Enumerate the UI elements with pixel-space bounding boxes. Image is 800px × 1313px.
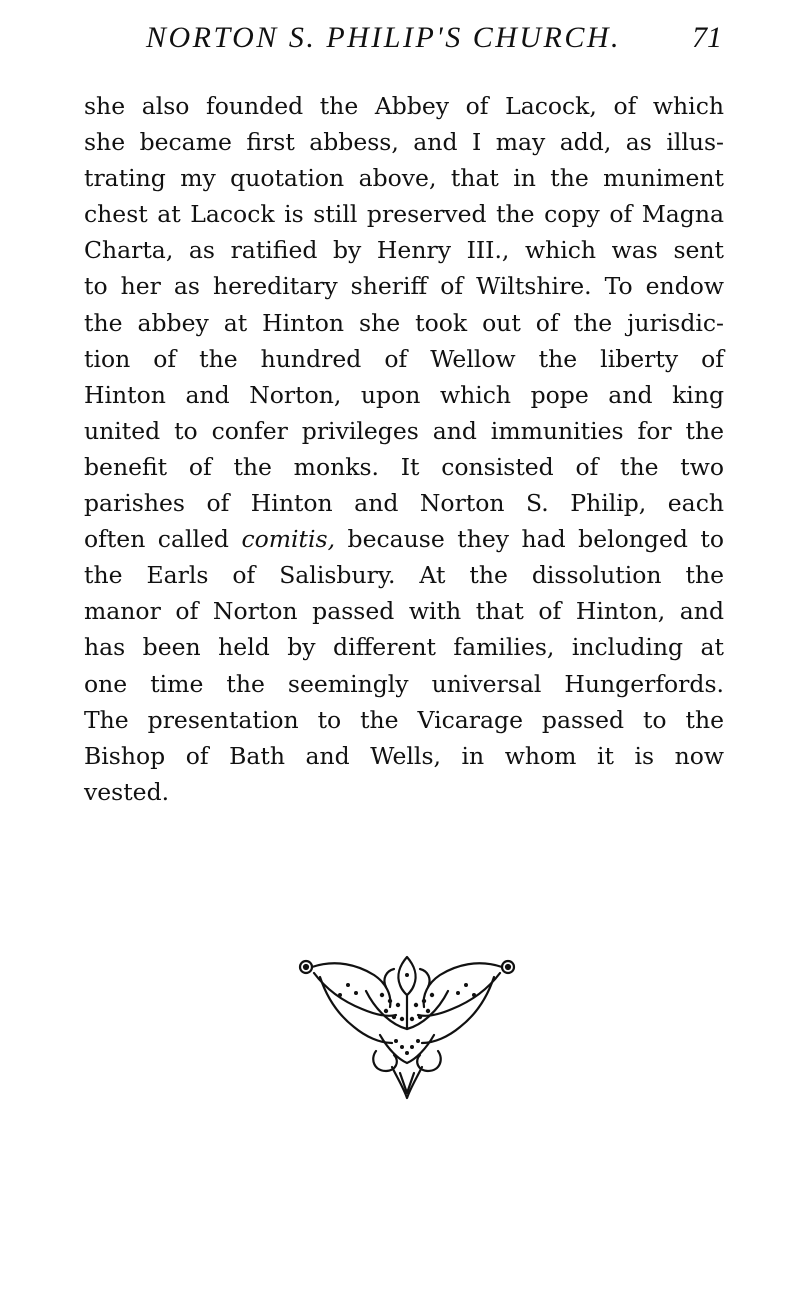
text-line: united to confer privileges and immunities for the xyxy=(84,416,724,445)
text-line: to her as hereditary sheriff of Wiltshire. To endow xyxy=(84,272,724,301)
body-paragraph xyxy=(84,88,724,810)
text-line: manor of Norton passed with that of Hinton, and xyxy=(84,597,724,626)
text-line: tion of the hundred of Wellow the liberty of xyxy=(84,344,724,373)
text-line: the abbey at Hinton she took out of the jurisdic- xyxy=(84,308,724,337)
text-line: she became first abbess, and I may add, as illus- xyxy=(84,128,724,157)
text-line: trating my quotation above, that in the muniment xyxy=(84,164,724,193)
text-line xyxy=(84,521,724,557)
text-line: Charta, as ratified by Henry III., which was sent xyxy=(84,236,724,265)
text-segment: because they had belonged to xyxy=(347,525,724,554)
text-line: the Earls of Salisbury. At the dissolution the xyxy=(84,561,724,590)
text-line: chest at Lacock is still preserved the copy of Magna xyxy=(84,200,724,229)
page-number: 71 xyxy=(692,21,722,54)
text-line: benefit of the monks. It consisted of the two xyxy=(84,452,724,481)
text-line: The presentation to the Vicarage passed to the xyxy=(84,705,724,734)
text-line: vested. xyxy=(84,777,170,806)
text-line: has been held by different families, including at xyxy=(84,633,724,662)
page-header xyxy=(140,18,730,58)
text-line: Hinton and Norton, upon which pope and king xyxy=(84,380,724,409)
running-title: NORTON S. PHILIP'S CHURCH. xyxy=(146,21,622,54)
text-line: Bishop of Bath and Wells, in whom it is now xyxy=(84,741,724,770)
italic-word: comitis, xyxy=(241,525,336,554)
text-segment: often called xyxy=(84,525,229,554)
text-line: she also founded the Abbey of Lacock, of which xyxy=(84,92,724,120)
text-line: parishes of Hinton and Norton S. Philip, each xyxy=(84,489,724,518)
text-line: one time the seemingly universal Hungerfords. xyxy=(84,669,724,698)
floral-tailpiece-ornament-icon xyxy=(296,955,518,1100)
